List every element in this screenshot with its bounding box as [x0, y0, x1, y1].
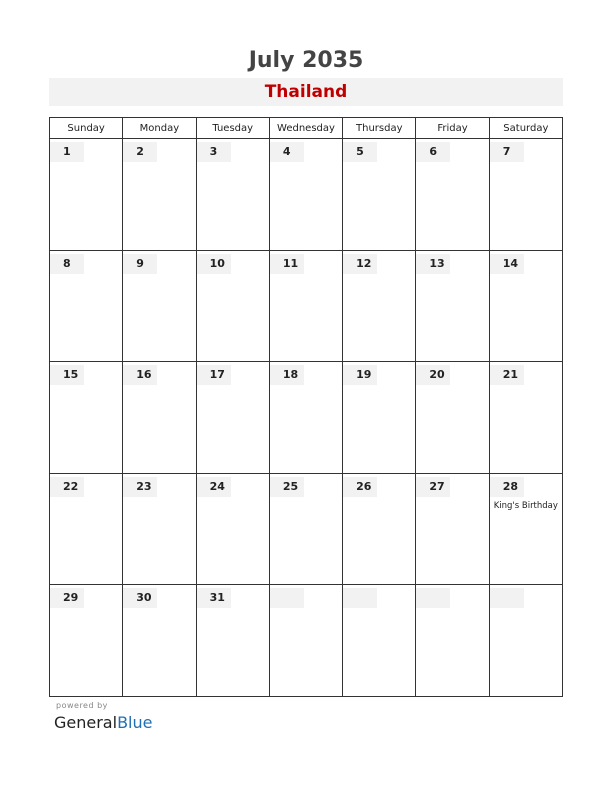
day-number: 31	[197, 588, 231, 608]
day-cell	[196, 250, 269, 362]
brand-general: General	[54, 713, 118, 732]
day-cell	[196, 473, 269, 585]
day-number: 6	[416, 142, 450, 162]
country-band	[49, 78, 563, 106]
day-cell	[416, 250, 489, 362]
day-number	[343, 588, 377, 608]
day-number: 28	[490, 477, 524, 497]
day-cell	[50, 362, 123, 474]
day-cell	[489, 362, 562, 474]
day-number: 20	[416, 365, 450, 385]
day-cell	[416, 362, 489, 474]
weekday-tuesday: Tuesday	[196, 118, 269, 139]
day-cell	[123, 362, 196, 474]
day-number: 4	[270, 142, 304, 162]
day-number: 15	[50, 365, 84, 385]
day-number: 1	[50, 142, 84, 162]
week-row-1	[50, 139, 563, 251]
weekday-monday: Monday	[123, 118, 196, 139]
day-number: 24	[197, 477, 231, 497]
week-row-2	[50, 250, 563, 362]
weekday-header-row	[50, 118, 563, 139]
day-number	[416, 588, 450, 608]
day-number: 14	[490, 254, 524, 274]
day-cell	[416, 473, 489, 585]
day-cell	[196, 362, 269, 474]
day-cell-empty	[416, 585, 489, 697]
week-row-5	[50, 585, 563, 697]
day-number: 18	[270, 365, 304, 385]
day-number: 21	[490, 365, 524, 385]
day-cell	[489, 473, 562, 585]
day-number	[490, 588, 524, 608]
day-number	[270, 588, 304, 608]
day-cell	[50, 473, 123, 585]
day-cell	[343, 473, 416, 585]
week-row-4	[50, 473, 563, 585]
day-number: 27	[416, 477, 450, 497]
day-cell	[269, 362, 342, 474]
brand-logo[interactable]	[54, 713, 152, 732]
holiday-label: King's Birthday	[493, 500, 558, 511]
day-cell	[123, 139, 196, 251]
day-number: 30	[123, 588, 157, 608]
day-cell	[269, 250, 342, 362]
brand-blue: Blue	[117, 713, 153, 732]
day-cell	[50, 139, 123, 251]
day-cell	[343, 139, 416, 251]
day-number: 7	[490, 142, 524, 162]
page-title: July 2035	[248, 48, 364, 73]
day-number: 13	[416, 254, 450, 274]
day-number: 26	[343, 477, 377, 497]
day-number: 2	[123, 142, 157, 162]
day-number: 9	[123, 254, 157, 274]
day-cell-empty	[343, 585, 416, 697]
day-cell	[50, 585, 123, 697]
day-number: 3	[197, 142, 231, 162]
day-cell	[416, 139, 489, 251]
day-cell	[343, 362, 416, 474]
day-number: 19	[343, 365, 377, 385]
day-cell	[123, 473, 196, 585]
day-cell	[269, 473, 342, 585]
day-number: 8	[50, 254, 84, 274]
day-cell	[123, 585, 196, 697]
week-row-3	[50, 362, 563, 474]
day-number: 10	[197, 254, 231, 274]
day-cell	[50, 250, 123, 362]
day-number: 11	[270, 254, 304, 274]
day-number: 23	[123, 477, 157, 497]
day-cell	[269, 139, 342, 251]
weekday-saturday: Saturday	[489, 118, 562, 139]
day-number: 25	[270, 477, 304, 497]
country-name: Thailand	[264, 82, 348, 102]
day-cell	[196, 139, 269, 251]
day-number: 16	[123, 365, 157, 385]
weekday-thursday: Thursday	[343, 118, 416, 139]
day-number: 29	[50, 588, 84, 608]
calendar-grid	[49, 117, 563, 697]
weekday-friday: Friday	[416, 118, 489, 139]
day-number: 12	[343, 254, 377, 274]
day-cell-empty	[489, 585, 562, 697]
weekday-sunday: Sunday	[50, 118, 123, 139]
day-cell-empty	[269, 585, 342, 697]
day-number: 5	[343, 142, 377, 162]
day-cell	[489, 250, 562, 362]
day-cell	[123, 250, 196, 362]
weekday-wednesday: Wednesday	[269, 118, 342, 139]
day-number: 22	[50, 477, 84, 497]
day-cell	[196, 585, 269, 697]
day-number: 17	[197, 365, 231, 385]
day-cell	[489, 139, 562, 251]
day-cell	[343, 250, 416, 362]
powered-by-text: powered by	[56, 701, 108, 710]
